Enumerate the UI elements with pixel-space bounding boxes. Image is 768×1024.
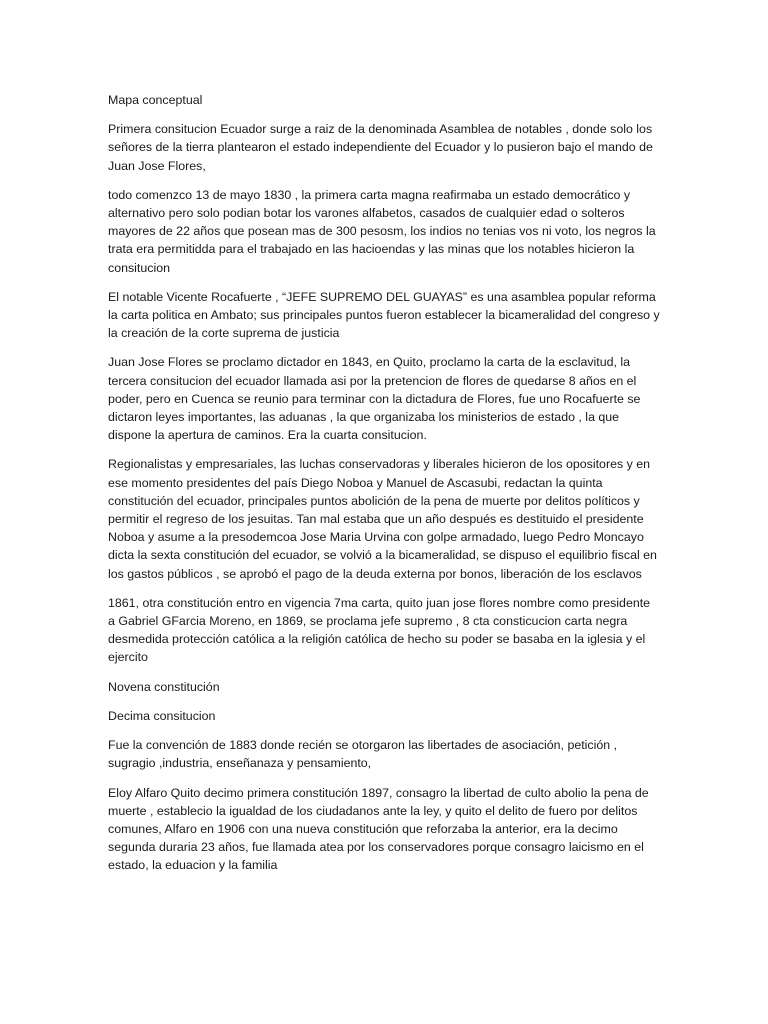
document-body — [108, 91, 660, 886]
paragraph-first-constitution: Primera consitucion Ecuador surge a raiz de la denominada Asamblea de notables , donde solo los señores de la tierra plantearon el estado independiente del Ecuador y lo pusieron bajo el mando de Juan Jose Flores, — [108, 122, 653, 173]
document-title: Mapa conceptual — [108, 93, 203, 107]
paragraph-ninth-constitution: Novena constitución — [108, 679, 220, 694]
paragraph-regionalists: Regionalistas y empresariales, las luchas conservadoras y liberales hicieron de los opositores y en ese momento presidentes del país Diego Noboa y Manuel de Ascasubi, redactan la quinta constitución del ecuador, principales puntos abolición de la pena de muerte por delitos políticos y permitir el regreso de los jesuitas. Tan mal estaba que un año después es destituido el presidente Noboa y asume a la presodemcoa Jose Maria Urvina con golpe armadado, luego Pedro Moncayo dicta la sexta constitución del ecuador, se volvió a la bicameralidad, se dispuso el equilibrio fiscal en los gastos públicos , se aprobó el pago de la deuda externa por bonos, liberación de los esclavos — [108, 457, 657, 581]
paragraph-rocafuerte: El notable Vicente Rocafuerte , “JEFE SUPREMO DEL GUAYAS” es una asamblea popular reforma la carta politica en Ambato; sus principales puntos fueron establecer la bicameralidad del congreso y la creación de la corte suprema de justicia — [108, 289, 660, 341]
paragraph-flores-dictator: Juan Jose Flores se proclamo dictador en 1843, en Quito, proclamo la carta de la esclavitud, la tercera consitucion del ecuador llamada asi por la pretencion de flores de quedarse 8 años en el poder, pero en Cuenca se reunio para terminar con la dictadura de Flores, fue uno Rocafuerte se dictaron leyes importantes, las aduanas , la que organizaba los ministerios de estado , la que dispone la apertura de caminos. Era la cuarta consitucion. — [108, 355, 641, 443]
paragraph-tenth-constitution: Decima consitucion — [108, 708, 216, 723]
paragraph-1861: 1861, otra constitución entro en vigencia 7ma carta, quito juan jose flores nombre como presidente a Gabriel GFarcia Moreno, en 1869, se proclama jefe supremo , 8 cta consticucion carta negra desmedida protección católica a la religión católica de hecho su poder se basaba en la iglesia y el ejercito — [108, 595, 651, 665]
paragraph-1883-convention: Fue la convención de 1883 donde recién se otorgaron las libertades de asociación, petición , sugragio ,industria, enseñanaza y pensamiento, — [108, 738, 618, 771]
paragraph-eloy-alfaro: Eloy Alfaro Quito decimo primera constitución 1897, consagro la libertad de culto abolio la pena de muerte , establecio la igualdad de los ciudadanos ante la ley, y quito el delito de fuero por delitos comunes, Alfaro en 1906 con una nueva constitución que reforzaba la anterior, era la decimo segunda duraria 23 años, fue llamada atea por los conservadores porque consagro laicismo en el estado, la eduacion y la familia — [108, 785, 649, 873]
paragraph-1830-charter: todo comenzco 13 de mayo 1830 , la primera carta magna reafirmaba un estado democrático y alternativo pero solo podian botar los varones alfabetos, casados de cualquier edad o solteros mayores de 22 años que posean mas de 300 pesosm, los indios no tenias vos ni voto, los negros la trata era permitidda para el trabajado en las hacioendas y las minas que los notables hicieron la consitucion — [108, 187, 656, 275]
